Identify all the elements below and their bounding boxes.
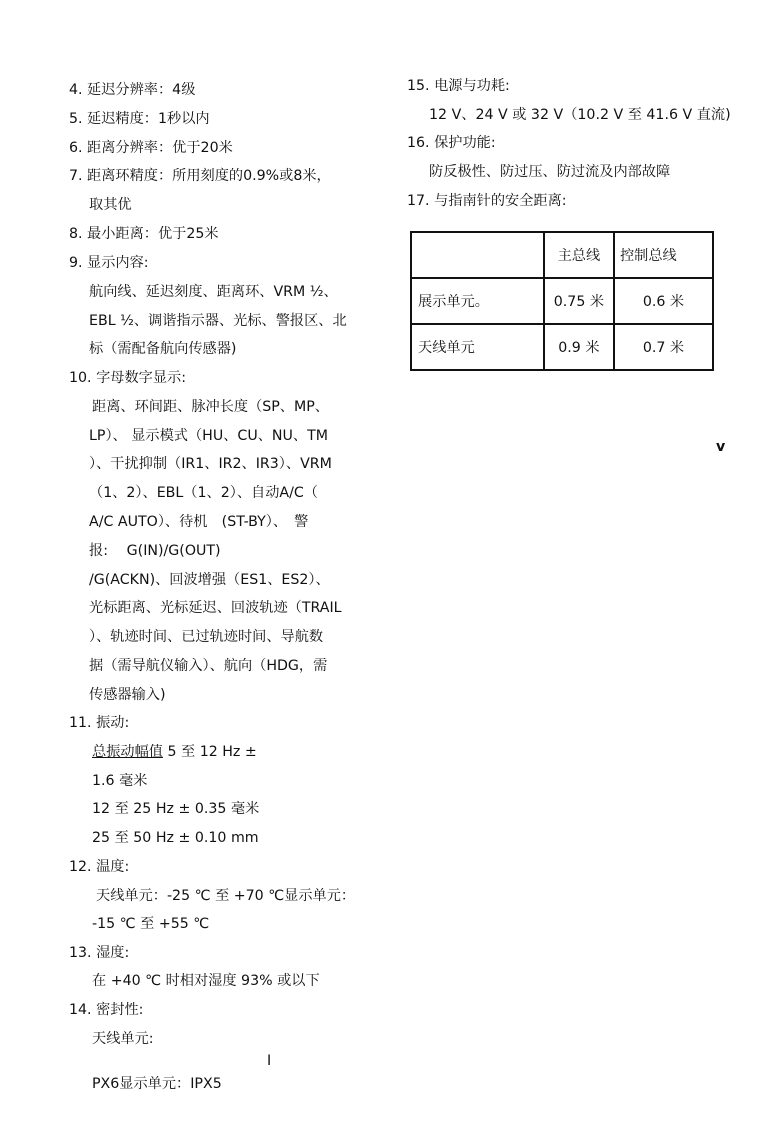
table-header-row [411,232,713,278]
spec-item-15: 15. 电源与功耗: [407,78,510,94]
spec-item-12-line: -15 ℃ 至 +55 ℃ [92,916,210,932]
spec-item-10-line: ）、干扰抑制（IR1、IR2、IR3）、VRM [89,456,332,472]
spec-item-13-line: 在 +40 ℃ 时相对湿度 93% 或以下 [92,973,320,989]
spec-item-6: 6. 距离分辨率：优于20米 [69,140,233,156]
spec-item-14: 14. 密封性: [69,1002,144,1018]
spec-item-14-line: 天线单元: [92,1031,154,1047]
underlined-term: 总振动幅值 [92,744,163,760]
spec-item-10-line: ）、轨迹时间、已过轨迹时间、导航数 [89,629,324,645]
spec-item-15-line: 12 V、24 V 或 32 V（10.2 V 至 41.6 V 直流) [429,107,731,123]
spec-item-13: 13. 湿度: [69,945,130,961]
table-cell: 天线单元 [411,324,544,370]
table-row [411,324,713,370]
spec-item-16-line: 防反极性、防过压、防过流及内部故障 [429,164,671,180]
spec-item-9: 9. 显示内容: [69,255,149,271]
spec-item-8: 8. 最小距离：优于25米 [69,226,219,242]
spec-item-5: 5. 延迟精度：1秒以内 [69,111,210,127]
spec-item-11-line: 1.6 毫米 [92,773,148,789]
spec-item-14-line: PX6显示单元：IPX5 [92,1076,222,1092]
spec-item-9-line: EBL ½、调谐指示器、光标、警报区、北 [89,313,347,329]
table-header-cell: 控制总线 [614,232,713,278]
spec-item-17: 17. 与指南针的安全距离: [407,193,567,209]
table-header-cell: 主总线 [544,232,614,278]
spec-item-10: 10. 字母数字显示: [69,370,186,386]
table-header-cell [411,232,544,278]
spec-item-10-line: A/C AUTO）、待机 (ST-BY）、 警 [89,514,309,530]
spec-item-10-line: 传感器输入) [89,687,166,703]
spec-item-7: 7. 距离环精度：所用刻度的0.9%或8米， [69,168,331,184]
table-cell: 展示单元。 [411,278,544,324]
spec-item-10-line: 据（需导航仪输入）、航向（HDG，需 [89,658,328,674]
compass-safe-distance-table [410,231,714,371]
spec-item-10-line: 距离、环间距、脉冲长度（SP、MP、 [92,399,329,415]
table-cell: 0.7 米 [614,324,713,370]
spec-item-11-line [92,742,257,762]
spec-item-11-line: 25 至 50 Hz ± 0.10 mm [92,830,259,846]
stray-mark: v [716,439,726,455]
spec-item-10-line: LP）、 显示模式（HU、CU、NU、TM [89,428,328,444]
spec-item-16: 16. 保护功能: [407,135,496,151]
spec-item-12: 12. 温度: [69,859,130,875]
table-cell: 0.6 米 [614,278,713,324]
spec-item-7-cont: 取其优 [89,197,132,213]
spec-item-12-line: 天线单元：-25 ℃ 至 +70 ℃显示单元： [96,888,356,904]
table-cell: 0.9 米 [544,324,614,370]
spec-item-10-line: /G(ACKN)、回波增强（ES1、ES2）、 [89,572,330,588]
spec-item-9-line: 标（需配备航向传感器) [89,341,237,357]
table-cell: 0.75 米 [544,278,614,324]
spec-item-10-line: 报: G(IN)/G(OUT) [89,543,221,559]
spec-item-10-line: 光标距离、光标延迟、回波轨迹（TRAIL [89,600,342,616]
spec-item-11: 11. 振动: [69,715,130,731]
spec-item-4: 4. 延迟分辨率：4级 [69,82,196,98]
table-row [411,278,713,324]
spec-item-11-line: 12 至 25 Hz ± 0.35 毫米 [92,801,260,817]
spec-item-10-line: （1、2）、EBL（1、2）、自动A/C（ [89,485,318,501]
stray-mark: I [267,1053,272,1069]
spec-item-9-line: 航向线、延迟刻度、距离环、VRM ½、 [89,284,338,300]
vibration-range: 5 至 12 Hz ± [162,744,257,760]
